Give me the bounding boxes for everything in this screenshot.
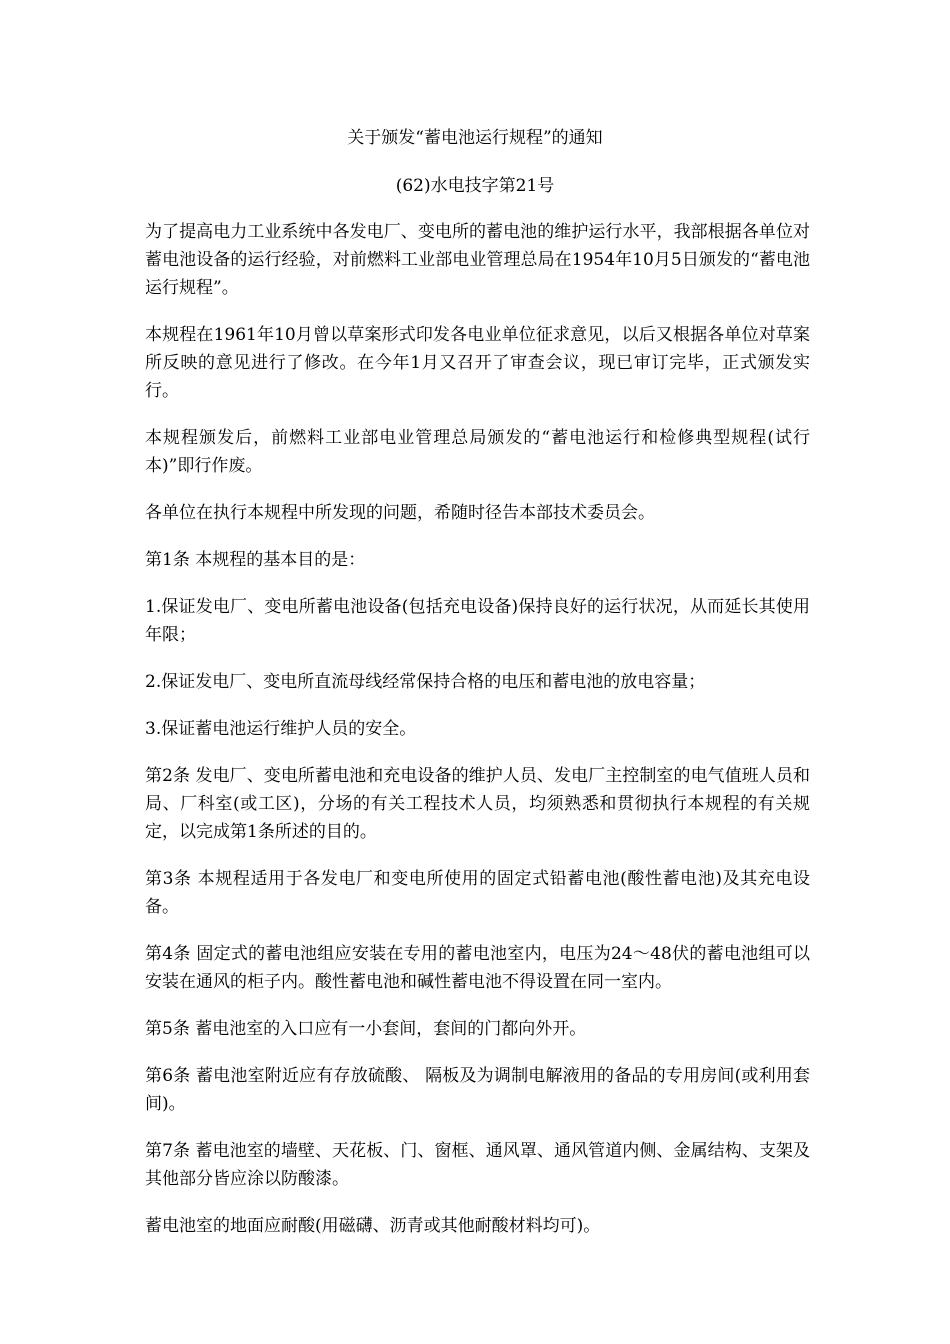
article-7-floor: 蓄电池室的地面应耐酸(用磁礴、沥青或其他耐酸材料均可)。 xyxy=(145,1216,601,1236)
paragraph-intro: 为了提高电力工业系统中各发电厂、变电所的蓄电池的维护运行水平，我部根据各单位对蓄电池设备的运行经验，对前燃料工业部电业管理总局在1954年10月5日颁发的“蓄电池运行规程”。 xyxy=(145,222,810,298)
document-body xyxy=(145,218,810,1259)
paragraph-feedback: 各单位在执行本规程中所发现的问题，希随时径告本部技术委员会。 xyxy=(145,503,655,523)
article-4: 第4条 固定式的蓄电池组应安装在专用的蓄电池室内，电压为24～48伏的蓄电池组可以安装在通风的柜子内。酸性蓄电池和碱性蓄电池不得设置在同一室内。 xyxy=(145,944,810,992)
article-1: 第1条 本规程的基本目的是： xyxy=(145,550,366,570)
article-2: 第2条 发电厂、变电所蓄电池和充电设备的维护人员、发电厂主控制室的电气值班人员和局、厂科室(或工区)，分场的有关工程技术人员，均须熟悉和贯彻执行本规程的有关规定，以完成第1条所述的目的。 xyxy=(145,766,810,842)
document-number: (62)水电技字第21号 xyxy=(395,176,555,196)
article-1-item-1: 1.保证发电厂、变电所蓄电池设备(包括充电设备)保持良好的运行状况，从而延长其使用年限； xyxy=(145,597,810,645)
paragraph-draft-history: 本规程在1961年10月曾以草案形式印发各电业单位征求意见，以后又根据各单位对草案所反映的意见进行了修改。在今年1月又召开了审查会议，现已审订完毕，正式颁发实行。 xyxy=(145,325,810,401)
article-5: 第5条 蓄电池室的入口应有一小套间，套间的门都向外开。 xyxy=(145,1019,587,1039)
article-3: 第3条 本规程适用于各发电厂和变电所使用的固定式铅蓄电池(酸性蓄电池)及其充电设备。 xyxy=(145,869,810,917)
article-1-item-2: 2.保证发电厂、变电所直流母线经常保持合格的电压和蓄电池的放电容量； xyxy=(145,672,706,692)
article-7: 第7条 蓄电池室的墙壁、天花板、门、窗框、通风罩、通风管道内侧、金属结构、支架及其他部分皆应涂以防酸漆。 xyxy=(145,1141,810,1189)
document-title: 关于颁发“蓄电池运行规程”的通知 xyxy=(347,128,603,148)
article-1-item-3: 3.保证蓄电池运行维护人员的安全。 xyxy=(145,719,417,739)
article-6: 第6条 蓄电池室附近应有存放硫酸、 隔板及为调制电解液用的备品的专用房间(或利用套间)。 xyxy=(145,1066,810,1114)
paragraph-abolish: 本规程颁发后，前燃料工业部电业管理总局颁发的“蓄电池运行和检修典型规程(试行本)”即行作废。 xyxy=(145,428,810,476)
